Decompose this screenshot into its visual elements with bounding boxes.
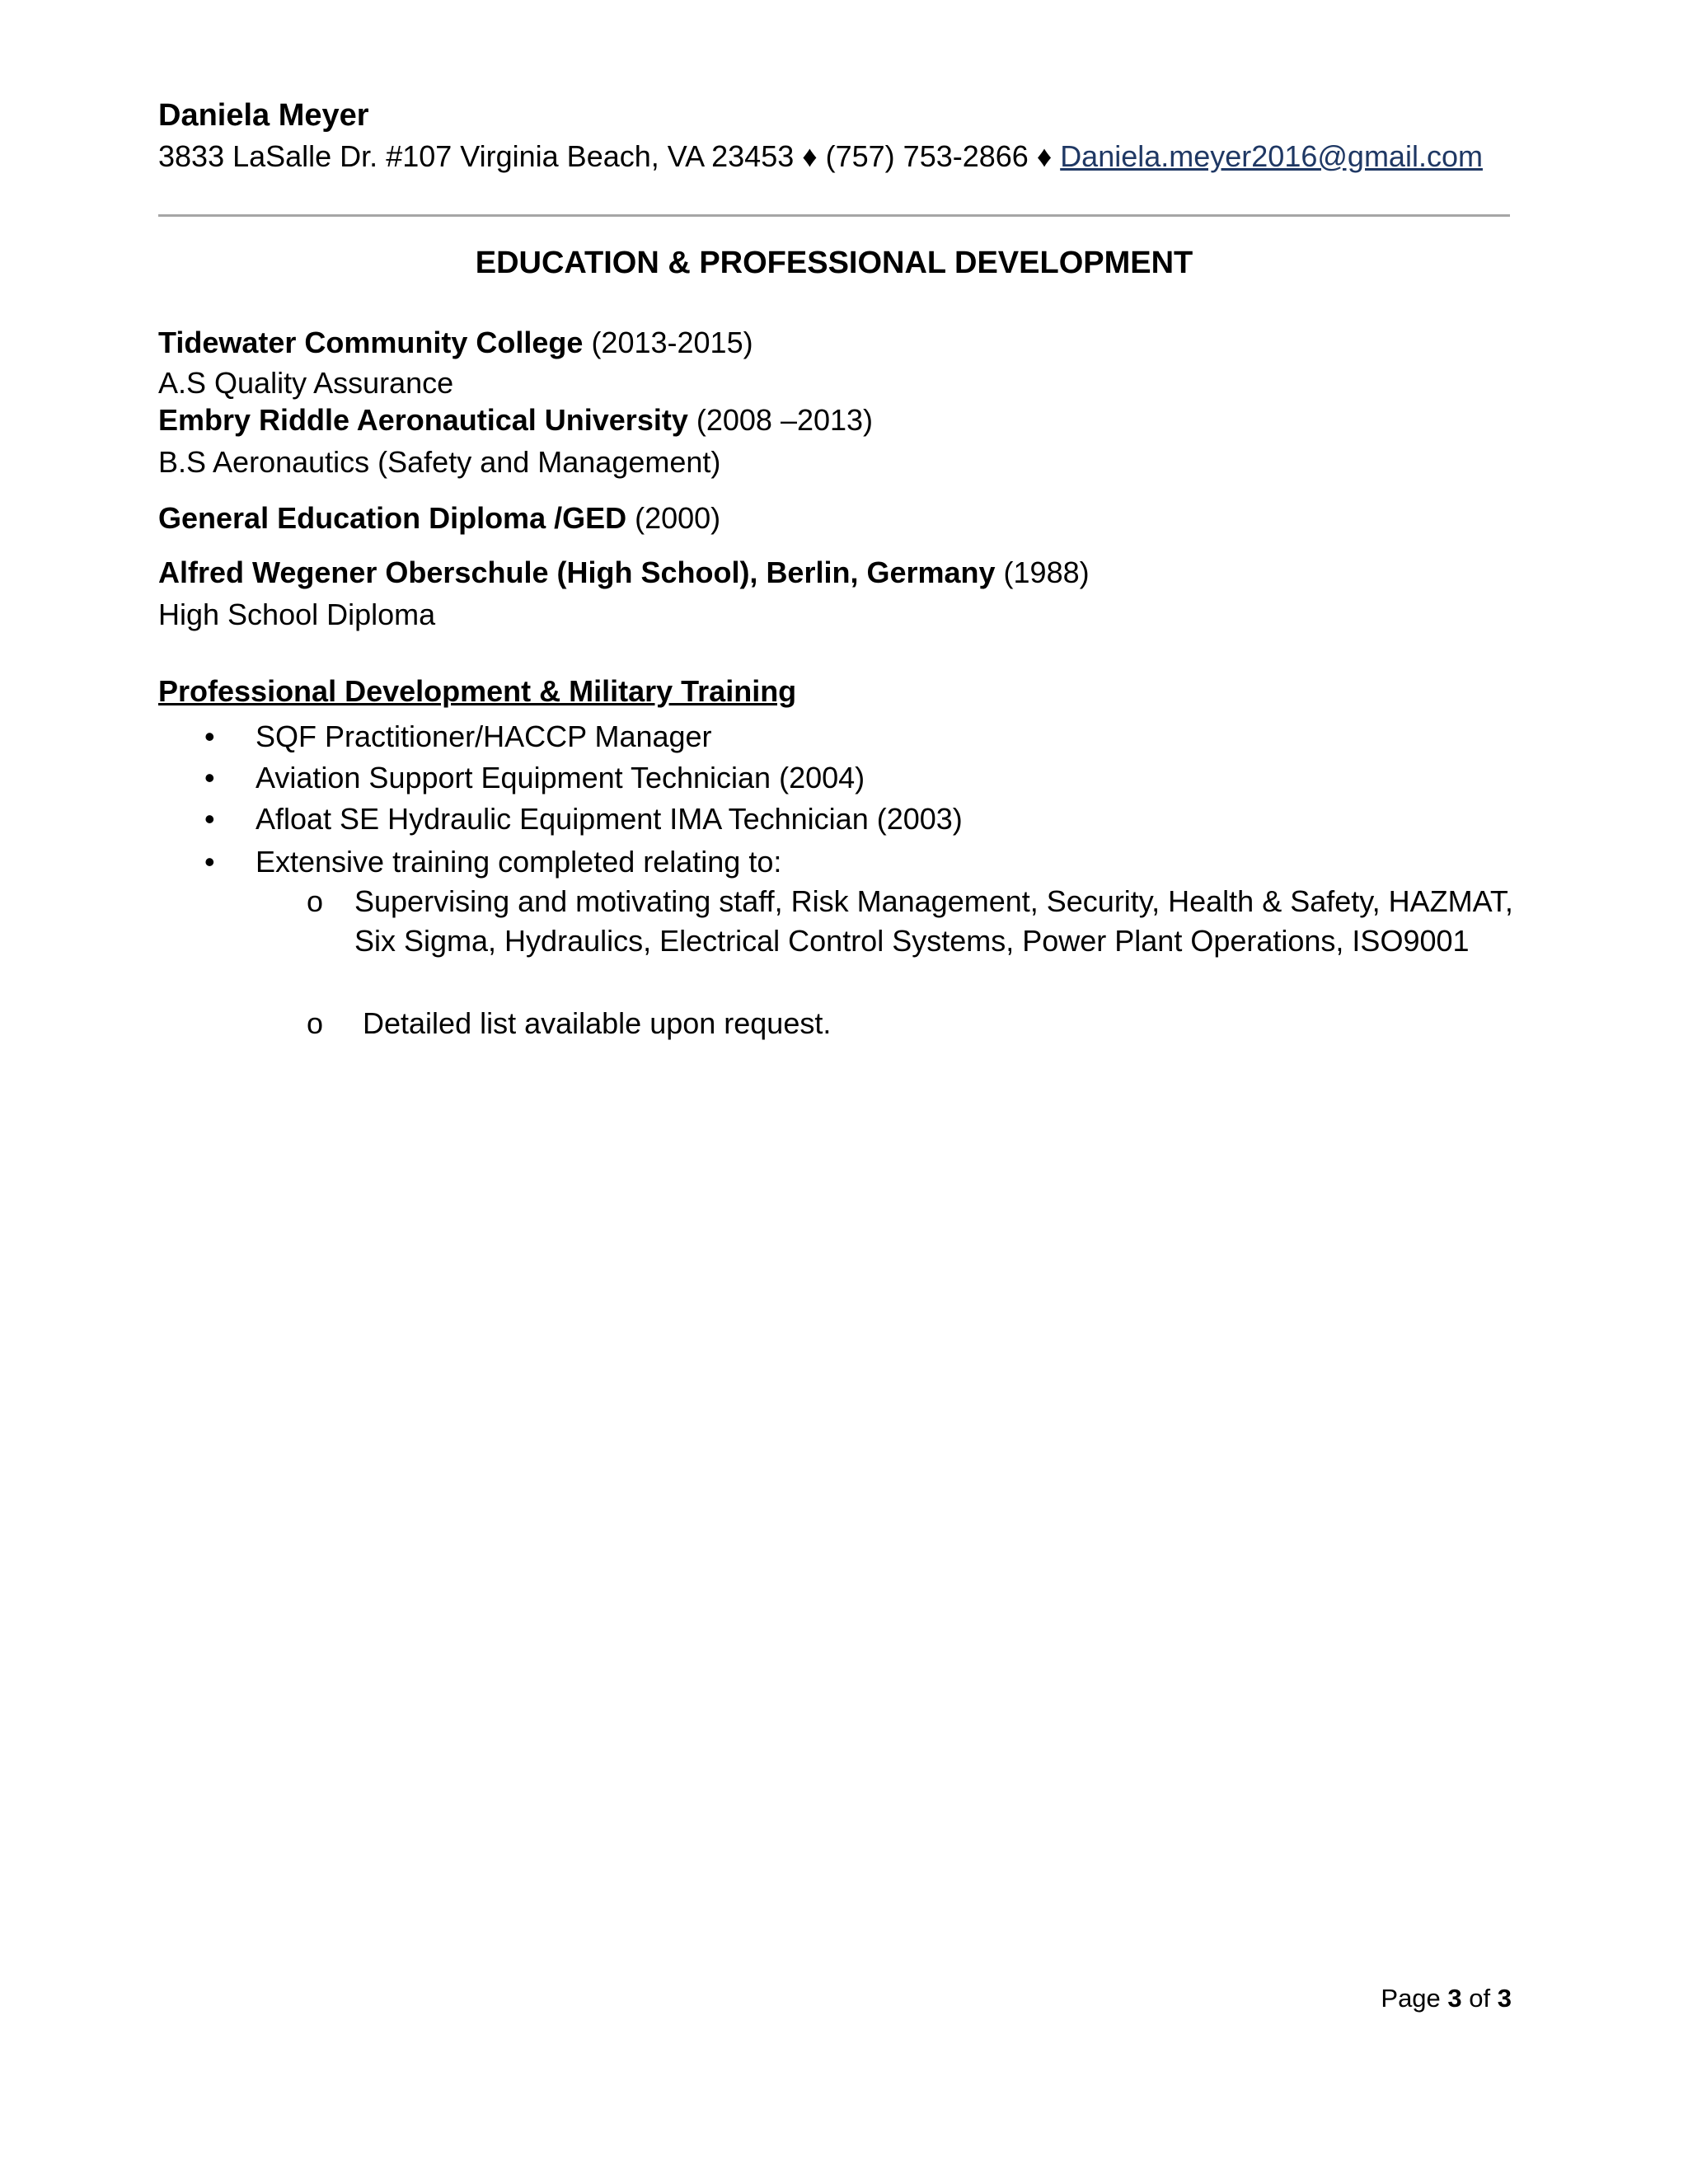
bullet-icon: • [204,845,215,879]
page-label: Page [1381,1984,1448,2013]
school-name: General Education Diploma /GED [158,501,627,535]
list-item: Extensive training completed relating to: [256,845,782,879]
total-pages: 3 [1497,1984,1512,2013]
address: 3833 LaSalle Dr. #107 Virginia Beach, VA 23453 [158,139,795,173]
candidate-name: Daniela Meyer [158,98,369,133]
list-item: Afloat SE Hydraulic Equipment IMA Technician (2003) [256,802,963,836]
degree: High School Diploma [158,598,436,631]
school-years: (1988) [995,555,1090,589]
separator-diamond: ♦ [1028,139,1061,173]
phone: (757) 753-2866 [825,139,1029,173]
list-item: SQF Practitioner/HACCP Manager [256,719,712,753]
contact-line [158,137,1483,176]
list-item: Aviation Support Equipment Technician (2004) [256,761,865,794]
sub-list-item: Detailed list available upon request. [354,1006,832,1040]
page-number [1381,1982,1512,2015]
degree: A.S Quality Assurance [158,366,454,400]
school-years: (2013-2015) [583,326,753,359]
education-entry [158,553,1090,593]
school-name: Alfred Wegener Oberschule (High School), Berlin, Germany [158,555,996,589]
degree: B.S Aeronautics (Safety and Management) [158,445,721,479]
current-page: 3 [1447,1984,1462,2013]
school-name: Embry Riddle Aeronautical University [158,403,688,437]
bullet-icon: • [204,761,215,794]
bullet-icon: • [204,719,215,753]
separator-diamond: ♦ [794,139,826,173]
training-heading: Professional Development & Military Training [158,674,797,708]
sub-bullet-icon: o [307,1006,324,1040]
bullet-icon: • [204,802,215,836]
header-divider [158,214,1510,217]
sub-list-item: Supervising and motivating staff, Risk Management, Security, Health & Safety, HAZMAT, Six Sigma, Hydraulics, Electrical Control Systems, Power Plant Operations, ISO9001 [354,884,1513,958]
school-years: (2000) [626,501,721,535]
school-name: Tidewater Community College [158,326,584,359]
education-entry [158,323,753,363]
email-link[interactable]: Daniela.meyer2016@gmail.com [1060,139,1483,173]
education-entry [158,401,873,440]
school-years: (2008 –2013) [687,403,874,437]
sub-bullet-icon: o [307,884,324,918]
section-title: EDUCATION & PROFESSIONAL DEVELOPMENT [475,246,1193,280]
of-label: of [1461,1984,1498,2013]
education-entry [158,499,720,538]
